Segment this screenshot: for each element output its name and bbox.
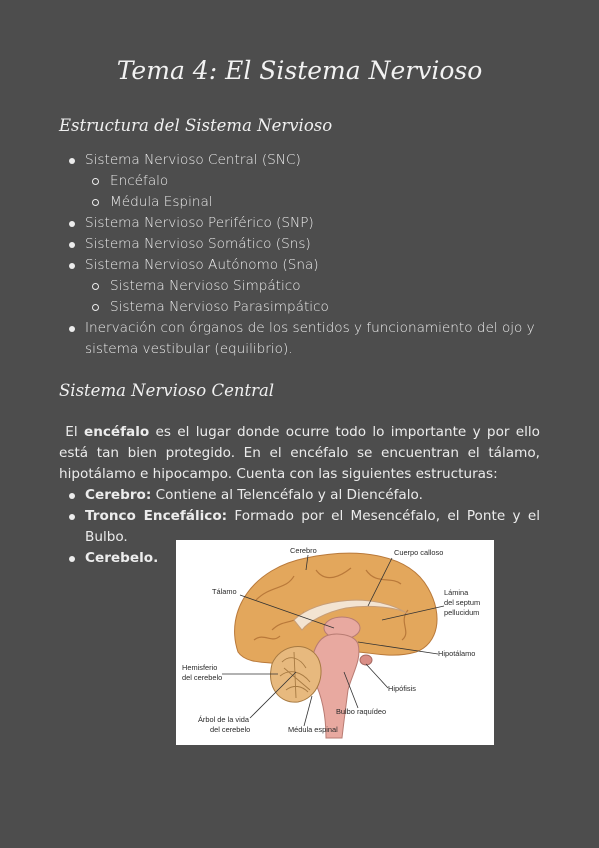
- list-item-label: Inervación con órganos de los sentidos y funcionamiento del ojo y sistema vestibular (equilibrio).: [85, 320, 535, 357]
- sub-list-item-label: Médula Espinal: [110, 194, 213, 210]
- list-item: [67, 150, 545, 171]
- label-hipofisis: Hipófisis: [388, 684, 416, 693]
- label-hemisferio-2: del cerebelo: [182, 673, 223, 682]
- structure-term: Cerebro:: [85, 487, 152, 503]
- sub-list-item: [85, 192, 545, 213]
- sub-list-item-label: Encéfalo: [110, 173, 169, 189]
- intro-paragraph: [59, 422, 540, 485]
- sub-list: [67, 276, 545, 318]
- label-bulbo: Bulbo raquídeo: [336, 707, 387, 716]
- pituitary-shape: [360, 655, 372, 665]
- sub-list-item-label: Sistema Nervioso Parasimpático: [110, 299, 329, 315]
- label-cuerpo-calloso: Cuerpo calloso: [394, 548, 444, 557]
- structure-desc: Contiene al Telencéfalo y al Diencéfalo.: [151, 487, 423, 503]
- sub-list-item: [85, 297, 545, 318]
- list-item-label: Sistema Nervioso Somático (Sns): [85, 236, 311, 252]
- label-talamo: Tálamo: [212, 587, 237, 596]
- label-hemisferio-1: Hemisferio: [182, 663, 218, 672]
- structure-term: Cerebelo.: [85, 550, 159, 566]
- list-item: [67, 485, 540, 506]
- label-cerebro: Cerebro: [290, 546, 317, 555]
- section-heading-snc: Sistema Nervioso Central: [59, 381, 275, 400]
- brainstem-shape: [312, 634, 359, 738]
- list-item: [67, 255, 545, 276]
- sub-list: [67, 171, 545, 213]
- label-arbol-2: del cerebelo: [210, 725, 251, 734]
- sub-list-item-label: Sistema Nervioso Simpático: [110, 278, 301, 294]
- list-item: [67, 318, 545, 360]
- label-lamina-2: del septum: [444, 598, 481, 607]
- list-item-label: Sistema Nervioso Periférico (SNP): [85, 215, 314, 231]
- brain-diagram: [176, 540, 494, 745]
- label-lamina-3: pellucidum: [444, 608, 480, 617]
- label-medula: Médula espinal: [288, 725, 338, 734]
- label-hipotalamo: Hipotálamo: [438, 649, 476, 658]
- para-bold-term: encéfalo: [83, 424, 150, 440]
- page-title: Tema 4: El Sistema Nervioso: [116, 56, 483, 85]
- list-item-label: Sistema Nervioso Autónomo (Sna): [85, 257, 319, 273]
- para-text: es el lugar donde ocurre todo lo importante y por ello está tan bien protegido. En el encéfalo se encuentran el tálamo, hipotálamo e hipocampo. Cuenta con las siguientes estructuras:: [59, 424, 540, 482]
- sub-list-item: [85, 171, 545, 192]
- sub-list-item: [85, 276, 545, 297]
- label-lamina-1: Lámina: [444, 588, 469, 597]
- structure-list: [67, 150, 545, 360]
- structure-term: Tronco Encefálico:: [85, 508, 228, 524]
- list-item: [67, 213, 545, 234]
- para-text: El: [65, 424, 84, 440]
- list-item-label: Sistema Nervioso Central (SNC): [85, 152, 301, 168]
- section-heading-estructura: Estructura del Sistema Nervioso: [59, 116, 333, 135]
- list-item: [67, 234, 545, 255]
- structure-desc: Formado por el Mesencéfalo, el Ponte y el Bulbo.: [85, 508, 540, 545]
- label-arbol-1: Árbol de la vida: [198, 715, 249, 724]
- brain-illustration: [176, 540, 494, 745]
